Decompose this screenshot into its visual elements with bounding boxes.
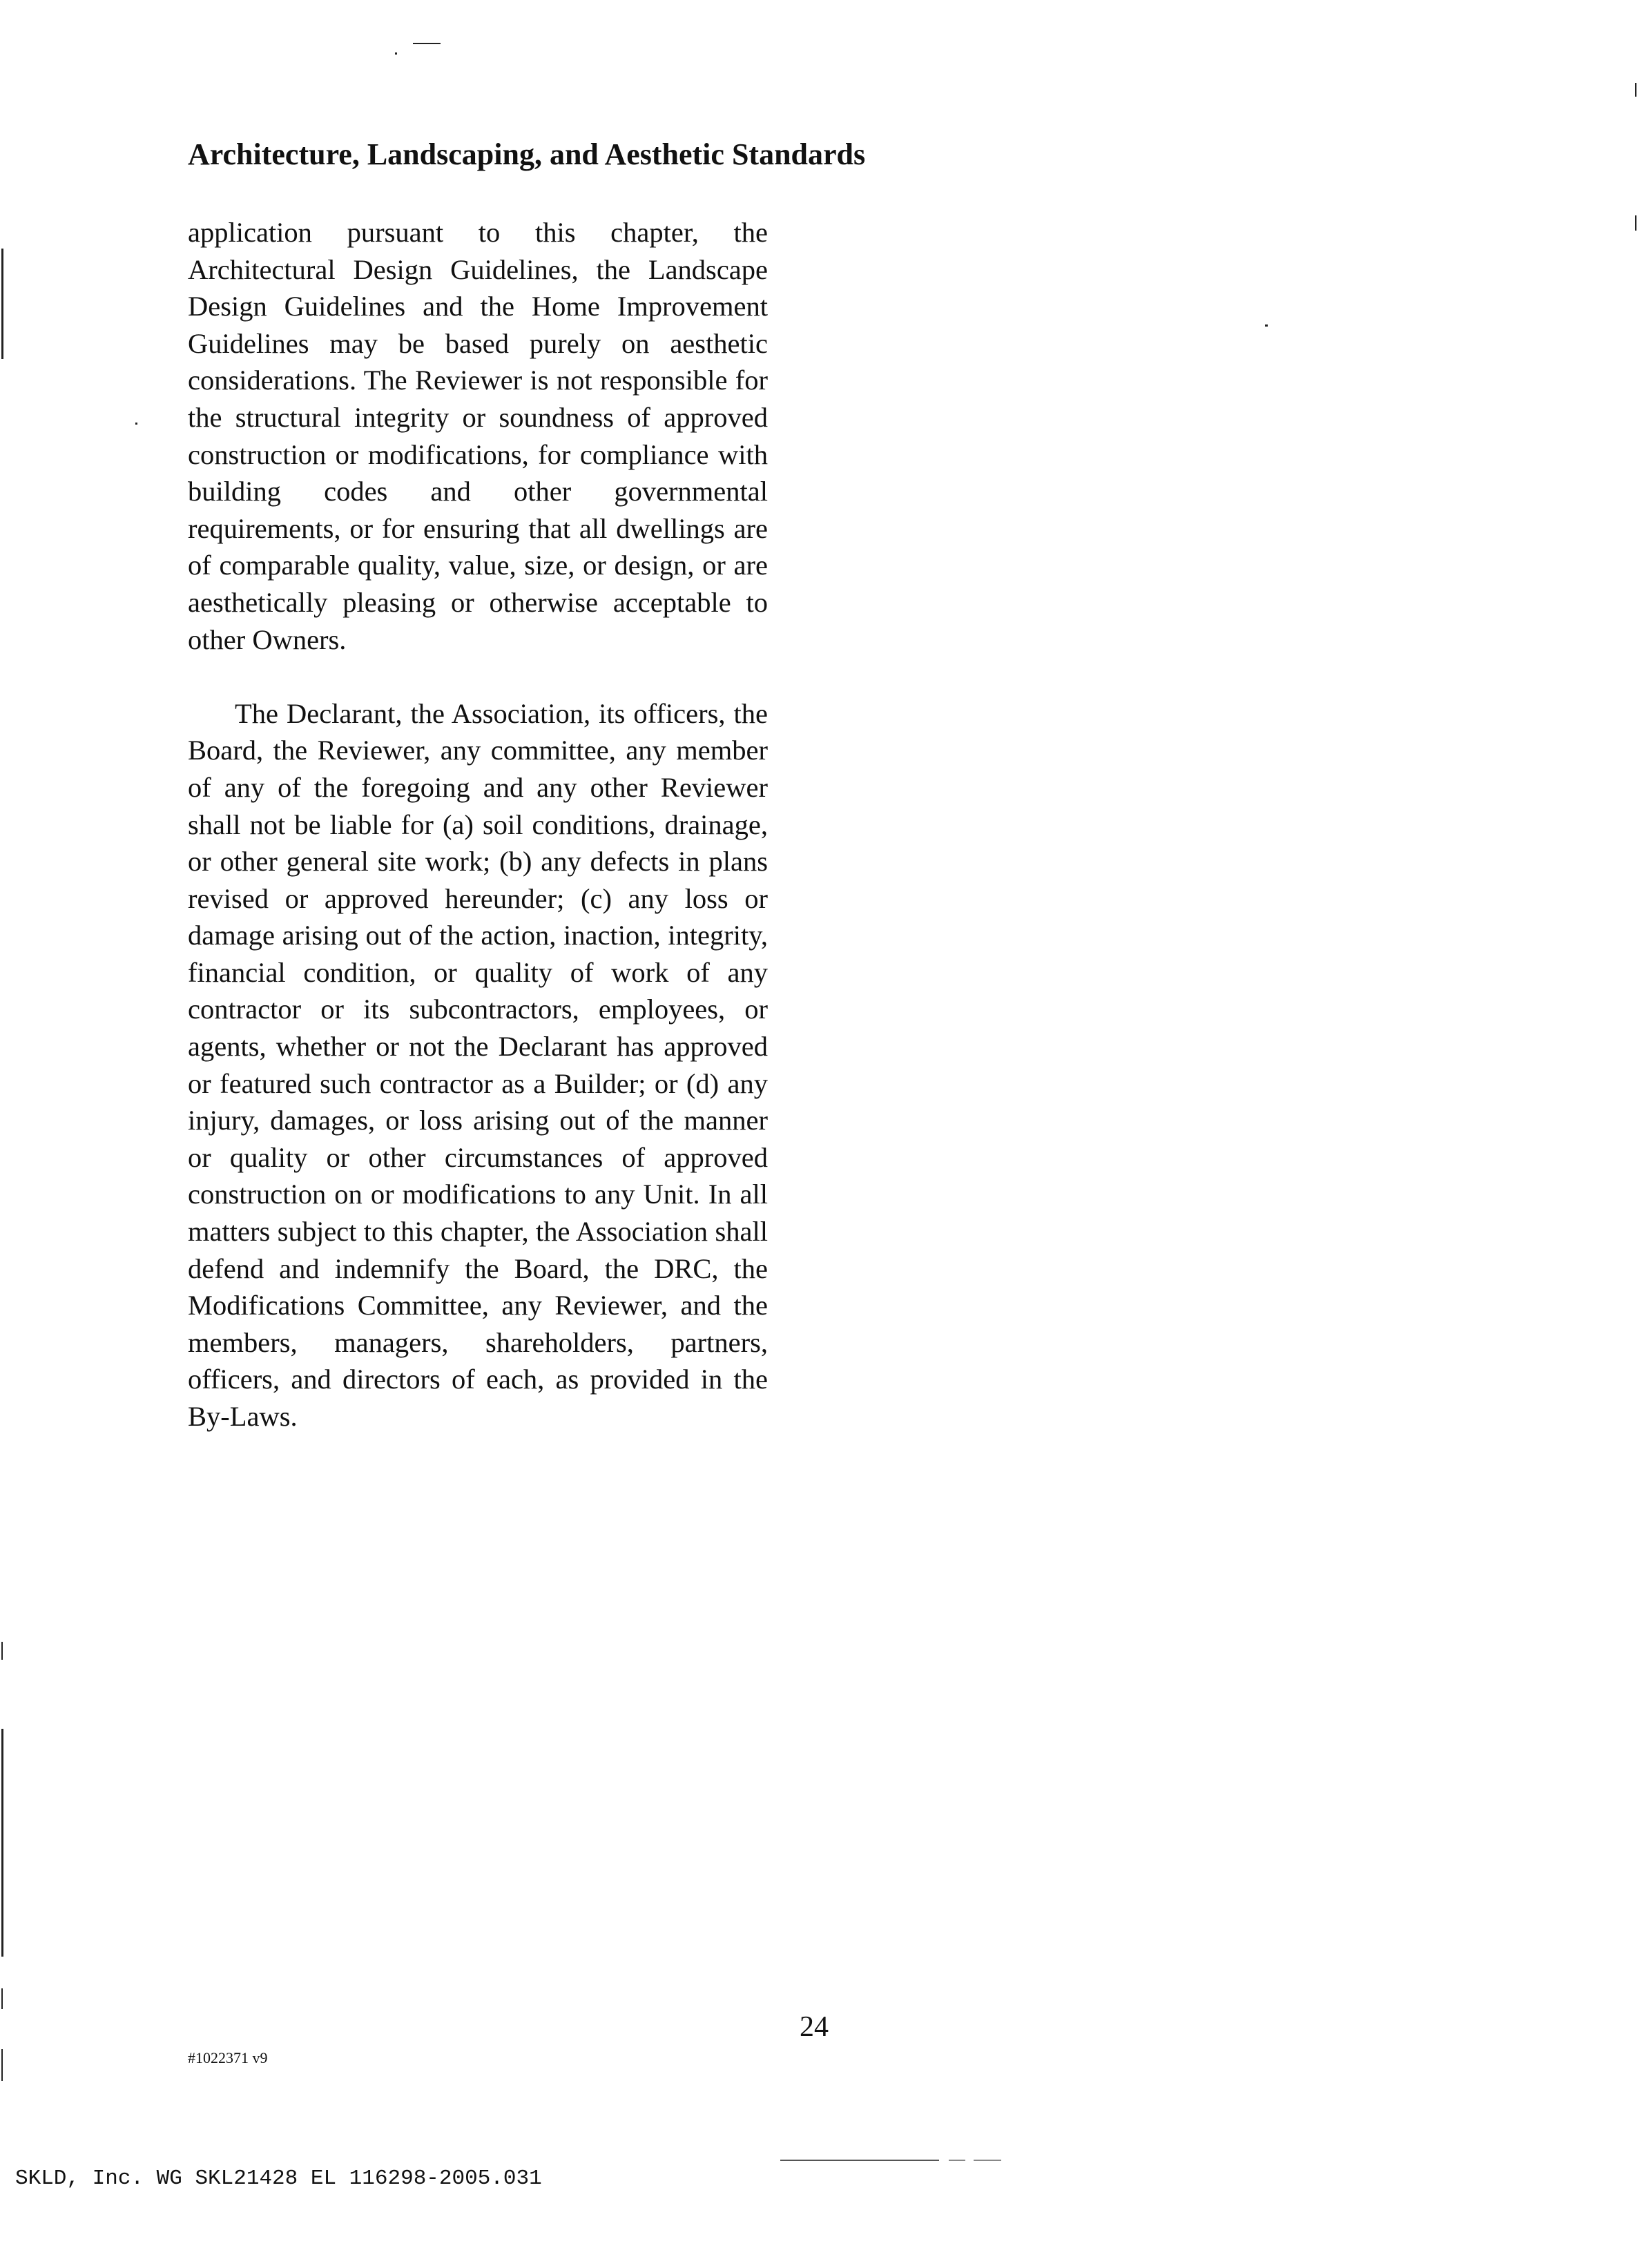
- document-id: #1022371 v9: [188, 2049, 268, 2066]
- scan-mark-top-tick: [395, 52, 397, 55]
- scan-mark-dot: [1265, 324, 1268, 327]
- section-heading: Architecture, Landscaping, and Aesthetic Standards: [188, 137, 866, 171]
- text-column: [188, 214, 768, 1435]
- body-paragraph-2: The Declarant, the Association, its officers, the Board, the Reviewer, any committee, any member of any of the foregoing and any other Reviewer shall not be liable for (a) soil conditions, drainage, or other general site work; (b) any defects in plans revised or approved hereunder; (c) any loss or damage arising out of the action, inaction, integrity, financial condition, or quality of work of any contractor or its subcontractors, employees, or agents, whether or not the Declarant has approved or featured such contractor as a Builder; or (d) any injury, damages, or loss arising out of the manner or quality or other circumstances of approved construction on or modifications to any Unit. In all matters subject to this chapter, the Association shall defend and indemnify the Board, the DRC, the Modifications Committee, any Reviewer, and the members, managers, shareholders, partners, officers, and directors of each, as provided in the By-Laws.: [188, 697, 768, 1432]
- scan-mark-bottom-rule: [780, 2160, 939, 2161]
- scan-mark-left-4: [1, 1988, 3, 2009]
- scan-mark-left-dot: [135, 423, 137, 425]
- scan-mark-right-2: [1635, 215, 1636, 231]
- scan-mark-top: [413, 43, 441, 44]
- scan-mark-right-1: [1635, 83, 1636, 97]
- scan-mark-left-1: [1, 249, 3, 359]
- scan-mark-left-3: [1, 1729, 3, 1957]
- page-number: 24: [800, 2011, 829, 2043]
- body-paragraph-1: application pursuant to this chapter, the Architectural Design Guidelines, the Landscape Design Guidelines and the Home Improvement Guidelines may be based purely on aesthetic considerations. The Reviewer is not responsible for the structural integrity or soundness of approved construction or modifications, for compliance with building codes and other governmental requirements, or for ensuring that all dwellings are of comparable quality, value, size, or design, or are aesthetically pleasing or otherwise acceptable to other Owners.: [188, 217, 768, 655]
- scan-mark-bottom-dash-1: [949, 2160, 965, 2161]
- scan-mark-left-5: [1, 2049, 3, 2081]
- scan-mark-bottom-dash-2: [974, 2160, 1001, 2161]
- footer-code: SKLD, Inc. WG SKL21428 EL 116298-2005.031: [15, 2167, 542, 2191]
- scan-mark-left-2: [1, 1642, 3, 1660]
